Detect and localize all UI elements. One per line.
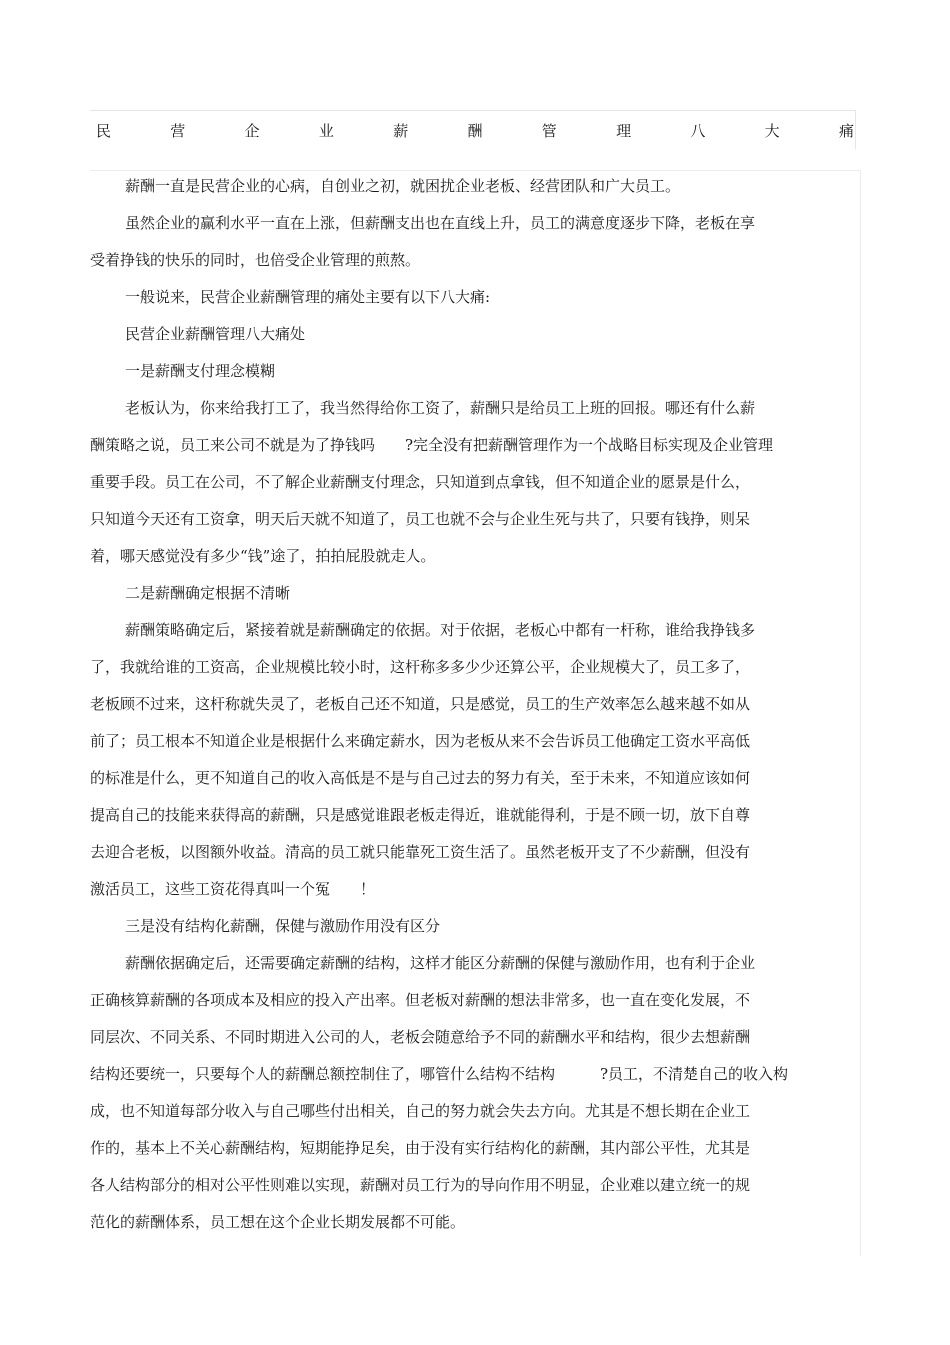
paragraph-line: 了，我就给谁的工资高，企业规模比较小时，这杆称多多少少还算公平，企业规模大了，员工多了，: [90, 658, 751, 676]
paragraph-line: 重要手段。员工在公司，不了解企业薪酬支付理念，只知道到点拿钱，但不知道企业的愿景是什么，: [90, 473, 751, 491]
title-char: 民: [96, 122, 112, 140]
document-title: [96, 120, 854, 142]
paragraph-line: 一般说来，民营企业薪酬管理的痛处主要有以下八大痛:: [125, 288, 491, 306]
paragraph-line: 一是薪酬支付理念模糊: [125, 362, 276, 380]
title-char: 管: [541, 122, 557, 140]
paragraph-line: 薪酬依据确定后，还需要确定薪酬的结构，这样才能区分薪酬的保健与激励作用，也有利于企业: [125, 954, 756, 972]
paragraph-line: 虽然企业的赢利水平一直在上涨，但薪酬支出也在直线上升，员工的满意度逐步下降，老板在享: [125, 214, 756, 232]
paragraph-line: 只知道今天还有工资拿，明天后天就不知道了，员工也就不会与企业生死与共了，只要有钱挣，则呆: [90, 510, 751, 528]
paragraph-line: 前了；员工根本不知道企业是根据什么来确定薪水，因为老板从来不会告诉员工他确定工资水平高低: [90, 732, 751, 750]
paragraph-line: 作的，基本上不关心薪酬结构，短期能挣足矣，由于没有实行结构化的薪酬，其内部公平性，尤其是: [90, 1139, 751, 1157]
paragraph-line: 去迎合老板，以图额外收益。清高的员工就只能靠死工资生活了。虽然老板开支了不少薪酬，但没有: [90, 843, 751, 861]
paragraph-line: 三是没有结构化薪酬，保健与激励作用没有区分: [125, 917, 441, 935]
paragraph-line: 正确核算薪酬的各项成本及相应的投入产出率。但老板对薪酬的想法非常多，也一直在变化发展，不: [90, 991, 751, 1009]
paragraph-line: 民营企业薪酬管理八大痛处: [125, 325, 306, 343]
paragraph-line: 的标准是什么，更不知道自己的收入高低是不是与自己过去的努力有关，至于未来，不知道应该如何: [90, 769, 751, 787]
paragraph-line: 薪酬一直是民营企业的心病，自创业之初，就困扰企业老板、经营团队和广大员工。: [125, 177, 681, 195]
title-char: 营: [170, 122, 186, 140]
title-char: 业: [318, 122, 334, 140]
title-char: 企: [244, 122, 260, 140]
paragraph-line: 薪酬策略确定后，紧接着就是薪酬确定的依据。对于依据，老板心中都有一杆称，谁给我挣钱多: [125, 621, 756, 639]
paragraph-line: 同层次、不同关系、不同时期进入公司的人，老板会随意给予不同的薪酬水平和结构，很少去想薪酬: [90, 1028, 751, 1046]
paragraph-line: 着，哪天感觉没有多少“钱”途了，拍拍屁股就走人。: [90, 547, 436, 565]
paragraph-line: 激活员工，这些工资花得真叫一个冤 ！: [90, 880, 376, 898]
title-char: 痛: [838, 122, 854, 140]
paragraph-line: 范化的薪酬体系，员工想在这个企业长期发展都不可能。: [90, 1213, 466, 1231]
paragraph-line: 受着挣钱的快乐的同时，也倍受企业管理的煎熬。: [90, 251, 421, 269]
paragraph-line: 成，也不知道每部分收入与自己哪些付出相关，自己的努力就会失去方向。尤其是不想长期在企业工: [90, 1102, 751, 1120]
title-char: 薪: [393, 122, 409, 140]
paragraph-line: 提高自己的技能来获得高的薪酬，只是感觉谁跟老板走得近，谁就能得利，于是不顾一切，放下自尊: [90, 806, 751, 824]
title-char: 理: [616, 122, 632, 140]
title-char: 八: [690, 122, 706, 140]
document-body: [90, 172, 850, 1245]
title-char: 酬: [467, 122, 483, 140]
paragraph-line: 二是薪酬确定根据不清晰: [125, 584, 291, 602]
paragraph-line: 老板认为，你来给我打工了，我当然得给你工资了，薪酬只是给员工上班的回报。哪还有什么薪: [125, 399, 756, 417]
paragraph-line: 结构还要统一，只要每个人的薪酬总额控制住了，哪管什么结构不结构 ?员工，不清楚自己的收入构: [90, 1065, 789, 1083]
paragraph-line: 老板顾不过来，这杆称就失灵了，老板自己还不知道，只是感觉，员工的生产效率怎么越来越不如从: [90, 695, 751, 713]
paragraph-line: 酬策略之说，员工来公司不就是为了挣钱吗 ?完全没有把薪酬管理作为一个战略目标实现及企业管理: [90, 436, 774, 454]
paragraph-line: 各人结构部分的相对公平性则难以实现，薪酬对员工行为的导向作用不明显，企业难以建立统一的规: [90, 1176, 751, 1194]
title-char: 大: [764, 122, 780, 140]
